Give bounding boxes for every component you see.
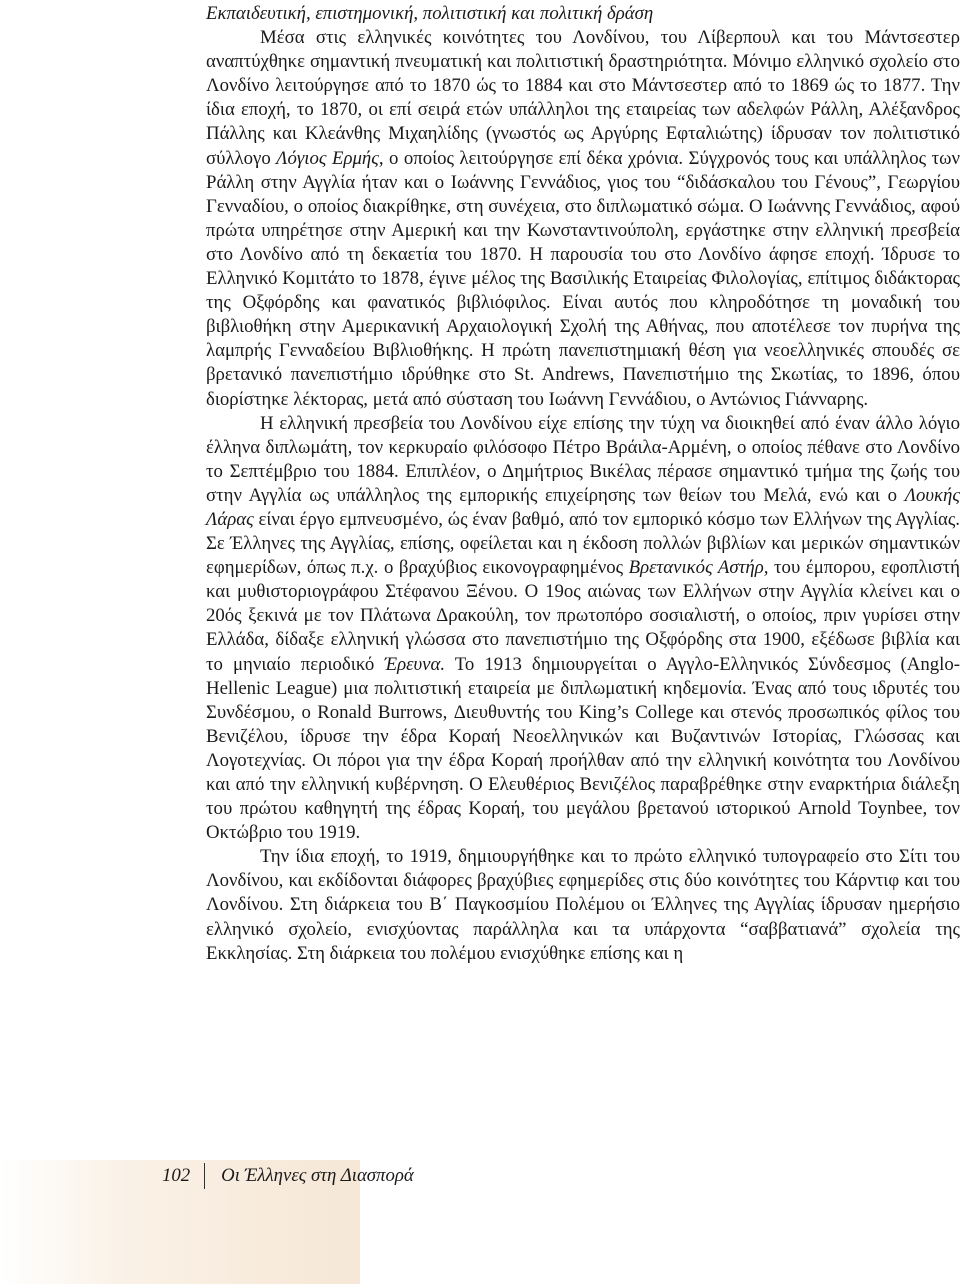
italic-title: Λουκής Λάρας (206, 484, 960, 530)
paragraph-3 (206, 845, 960, 965)
page-number: 102 (162, 1165, 191, 1186)
text-run: Μέσα στις ελληνικές κοινότητες του Λονδίνου, του Λίβερπουλ και του Μάντσεστερ αναπτύχθηκε σημαντική πνευματική και πολιτιστική δραστηριότητα. Μόνιμο ελληνικό σχολείο στο Λονδίνο λειτούργησε από το 1870 ώς το 1884 και στο Μάντσεστερ από το 1869 ώς το 1877. Την ίδια εποχή, το 1870, οι επί σειρά ετών υπάλληλοι της εταιρείας των αδελφών Ράλλη, Αλέξανδρος Πάλλης και Κλεάνθης Μιχαηλίδης (γνωστός ως Αργύρης Εφταλιώτης) ίδρυσαν τον πολιτιστικό σύλλογο (206, 27, 960, 169)
paragraph-1 (206, 26, 960, 412)
main-text (206, 2, 960, 966)
text-run: Την ίδια εποχή, το 1919, δημιουργήθηκε και το πρώτο ελληνικό τυπογραφείο στο Σίτι του Λονδίνου, και εκδίδονται διάφορες βραχύβιες εφημερίδες στις δύο κοινότητες του Κάρντιφ και του Λονδίνου. Στη διάρκεια του Β΄ Παγκοσμίου Πολέμου οι Έλληνες της Αγγλίας ίδρυσαν ημερήσιο ελληνικό σχολείο, ενισχύοντας παράλληλα και τα υπάρχοντα “σαββατιανά” σχολεία της Εκκλησίας. Στη διάρκεια του πολέμου ενισχύθηκε επίσης και η (206, 846, 960, 964)
italic-title: Βρετανικός Αστήρ, (628, 557, 769, 579)
text-run: Η ελληνική πρεσβεία του Λονδίνου είχε επίσης την τύχη να διοικηθεί από έναν άλλο λόγιο έλληνα διπλωμάτη, τον κερκυραίο φιλόσοφο Πέτρο Βράιλα-Αρμένη, ο οποίος πέθανε στο Λονδίνο το Σεπτέμβριο του 1884. Επιπλέον, ο Δημήτριος Βικέλας πέρασε σημαντικό τμήμα της ζωής του στην Αγγλία ως υπάλληλος της εμπορικής επιχείρησης των θείων του Μελά, ενώ και ο (206, 412, 960, 506)
text-run: , ο οποίος λειτούργησε επί δέκα χρόνια. Σύγχρονός τους και υπάλληλος των Ράλλη στην Αγγλία ήταν και ο Ιωάννης Γεννάδιος, γιος του “διδάσκαλου του Γένους”, Γεωργίου Γενναδίου, ο οποίος διακρίθηκε, στη συνέχεια, στο διπλωματικό σώμα. Ο Ιωάννης Γεννάδιος, αφού πρώτα υπηρέτησε στην Αμερική και την Κωνσταντινούπολη, εργάστηκε στην ελληνική πρεσβεία στο Λονδίνο από τη δεκαετία του 1870. Η παρουσία του στο Λονδίνο άφησε εποχή. Ίδρυσε το Ελληνικό Κομιτάτο το 1878, έγινε μέλος της Βασιλικής Εταιρείας Φιλολογίας, επίτιμος διδάκτορας της Οξφόρδης και φανατικός βιβλιόφιλος. Είναι αυτός που κληροδότησε τη μοναδική του βιβλιοθήκη στην Αμερικανική Αρχαιολογική Σχολή της Αθήνας, που αποτέλεσε τον πυρήνα της λαμπρής Γενναδείου Βιβλιοθήκης. Η πρώτη πανεπιστημιακή θέση για νεοελληνικές σπουδές σε βρετανικό πανεπιστήμιο ιδρύθηκε στο St. Andrews, Πανεπιστήμιο της Σκωτίας, το 1896, όπου διορίστηκε λέκτορας, μετά από σύσταση του Ιωάννη Γεννάδιου, ο Αντώνιος Γιάνναρης. (206, 147, 960, 410)
text-run: του έμπορου, εφοπλιστή και μυθιστοριογράφου Στέφανου Ξένου. Ο 19ος αιώνας των Ελλήνων στην Αγγλία κλείνει και ο 20ός ξεκινά με τον Πλάτωνα Δρακούλη, τον πρωτοπόρο σοσιαλιστή, ο οποίος, πριν γυρίσει στην Ελλάδα, δίδαξε ελληνική γλώσσα στο πανεπιστήμιο της Οξφόρδης στα 1900, εξέδωσε βιβλία και το μηνιαίο περιοδικό (206, 557, 960, 675)
footer-divider (204, 1163, 205, 1189)
section-heading: Εκπαιδευτική, επιστημονική, πολιτιστική και πολιτική δράση (206, 3, 654, 24)
book-title: Οι Έλληνες στη Διασπορά (221, 1165, 414, 1186)
paragraph-2 (206, 412, 960, 846)
italic-title: Λόγιος Ερμής (276, 147, 379, 169)
text-run: Το 1913 δημιουργείται ο Αγγλο-Ελληνικός Σύνδεσμος (Anglo-Hellenic League) μια πολιτιστική εταιρεία με διπλωματική κηδεμονία. Ένας από τους ιδρυτές του Συνδέσμου, ο Ronald Burrows, Διευθυντής του King’s College και στενός προσωπικός φίλος του Βενιζέλου, ίδρυσε την έδρα Κοραή Νεοελληνικών και Βυζαντινών Ιστορίας, Γλώσσας και Λογοτεχνίας. Οι πόροι για την έδρα Κοραή προήλθαν από την ελληνική κοινότητα του Λονδίνου και από την ελληνική κυβέρνηση. Ο Ελευθέριος Βενιζέλος παραβρέθηκε στην εναρκτήρια διάλεξη του πρώτου καθηγητή της έδρας Κοραή, του μεγάλου βρετανού ιστορικού Arnold Toynbee, τον Οκτώβριο του 1919. (206, 653, 960, 844)
italic-title: Έρευνα. (384, 653, 446, 675)
text-run: είναι έργο εμπνευσμένο, ώς έναν βαθμό, από τον εμπορικό κόσμο των Ελλήνων της Αγγλίας. Σε Έλληνες της Αγγλίας, επίσης, οφείλεται και η έκδοση πολλών βιβλίων και μερικών σημαντικών εφημερίδων, όπως π.χ. ο βραχύβιος εικονογραφημένος (206, 508, 960, 579)
page-footer (162, 1163, 414, 1189)
